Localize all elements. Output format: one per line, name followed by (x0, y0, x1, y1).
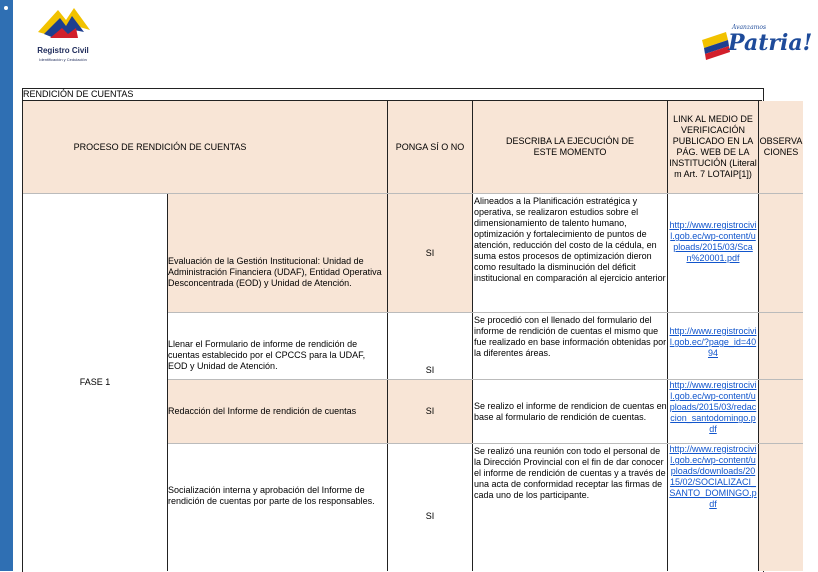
grid-line (23, 193, 803, 194)
condor-emblem-icon (18, 2, 108, 46)
grid-line (667, 101, 668, 571)
flag-stripes-icon (700, 28, 730, 68)
corner-dot (4, 6, 8, 10)
header-ponga (388, 101, 472, 193)
row1-process (168, 194, 387, 312)
grid-line (168, 443, 803, 444)
row4-observaciones (759, 444, 803, 571)
row1-observaciones (759, 194, 803, 312)
row3-link[interactable]: http://www.registrocivil.gob.ec/wp-content/uploads/2015/03/redaccion_santodomingo.pdf (669, 380, 757, 434)
grid-line (758, 101, 759, 571)
row2-process-text: Llenar el Formulario de informe de rendición de cuentas establecido por el CPCCS para la UDAF, EOD y Unidad de Atención. (168, 339, 366, 371)
row4-answer (388, 444, 472, 571)
row3-observaciones (759, 380, 803, 443)
header-describa (473, 101, 667, 193)
registro-civil-logo (18, 2, 108, 80)
row2-answer-text: SI (425, 365, 435, 375)
row2-description (474, 313, 668, 379)
phase-label: FASE 1 (79, 377, 111, 387)
side-accent-bar (0, 0, 13, 571)
row1-answer (388, 194, 472, 312)
row1-description (474, 194, 668, 312)
row1-process-text: Evaluación de la Gestión Institucional: Unidad de Administración Financiera (UDAF), Entidad Operativa Desconcentrada (EOD) y Unidad de Atención. (168, 256, 382, 288)
header-observaciones (759, 101, 803, 193)
header-proceso (23, 101, 387, 193)
avanzamos-text: Avanzamos (732, 24, 767, 31)
registro-civil-title: Registro Civil (37, 46, 89, 55)
grid-line (168, 312, 803, 313)
row3-answer (388, 380, 472, 443)
row1-answer-text: SI (425, 247, 435, 258)
header-observaciones-label: OBSERVACIONES (759, 136, 803, 157)
registro-civil-subtitle: Identificación y Cedulación (39, 57, 87, 62)
row4-description-text: Se realizó una reunión con todo el personal de la Dirección Provincial con el fin de dar conocer el informe de rendición de cuentas y a través de una acta de conformidad receptar las firmas de cada uno de los participante. (474, 446, 666, 500)
row4-process (168, 444, 387, 571)
row3-process-text: Redacción del Informe de rendición de cuentas (168, 406, 357, 416)
grid-line (167, 194, 168, 571)
row4-link[interactable]: http://www.registrocivil.gob.ec/wp-content/uploads/downloads/2015/02/SOCIALIZACI_SANTO_DOMINGO.pdf (669, 444, 757, 509)
row4-answer-text: SI (425, 511, 435, 521)
table-title: RENDICIÓN DE CUENTAS (23, 89, 134, 99)
row4-description (474, 444, 668, 571)
row3-answer-text: SI (425, 406, 435, 416)
row2-answer (388, 313, 472, 379)
header-link-label: LINK AL MEDIO DE VERIFICACIÓN PUBLICADO EN LA PÁG. WEB DE LA INSTITUCIÓN (Literal m Art. 7 LOTAIP[1]) (669, 114, 757, 179)
grid-line (387, 101, 388, 571)
row3-process (168, 380, 387, 443)
row2-observaciones (759, 313, 803, 379)
grid-line (472, 101, 473, 571)
row3-description-text: Se realizo el informe de rendicion de cuentas en base al formulario de rendición de cuentas. (474, 400, 667, 422)
row2-description-text: Se procedió con el llenado del formulario del informe de rendición de cuentas el mismo que fue realizado en base información obtenidas por la diferentes áreas. (474, 315, 667, 358)
row1-description-text: Alineados a la Planificación estratégica y operativa, se realizaron estudios sobre el dimensionamiento de talento humano, optimización y fortalecimiento de puntos de atención, reducción del costo de la cédula, en suma estos procesos de optimización dieron como resultado la disminución del déficit institucional en comparación al ejercicio anterior (474, 196, 666, 283)
patria-text: Patria! (728, 30, 813, 56)
row2-link[interactable]: http://www.registrocivil.gob.ec/?page_id=4094 (669, 326, 757, 358)
grid-line (168, 379, 803, 380)
header-link (667, 101, 759, 193)
row2-process (168, 313, 387, 379)
phase-cell (23, 194, 167, 571)
row1-link[interactable]: http://www.registrocivil.gob.ec/wp-content/uploads/2015/03/Scan%20001.pdf (669, 220, 757, 263)
header-describa-label: DESCRIBA LA EJECUCIÓN DE ESTE MOMENTO (505, 136, 635, 157)
row4-process-text: Socialización interna y aprobación del Informe de rendición de cuentas por parte de los responsables. (168, 485, 375, 506)
header-proceso-label: PROCESO DE RENDICIÓN DE CUENTAS (73, 141, 247, 152)
grid-line (23, 100, 762, 101)
avanzamos-patria-logo (700, 22, 813, 70)
row3-description (474, 380, 668, 443)
header-ponga-label: PONGA SÍ O NO (395, 141, 465, 152)
